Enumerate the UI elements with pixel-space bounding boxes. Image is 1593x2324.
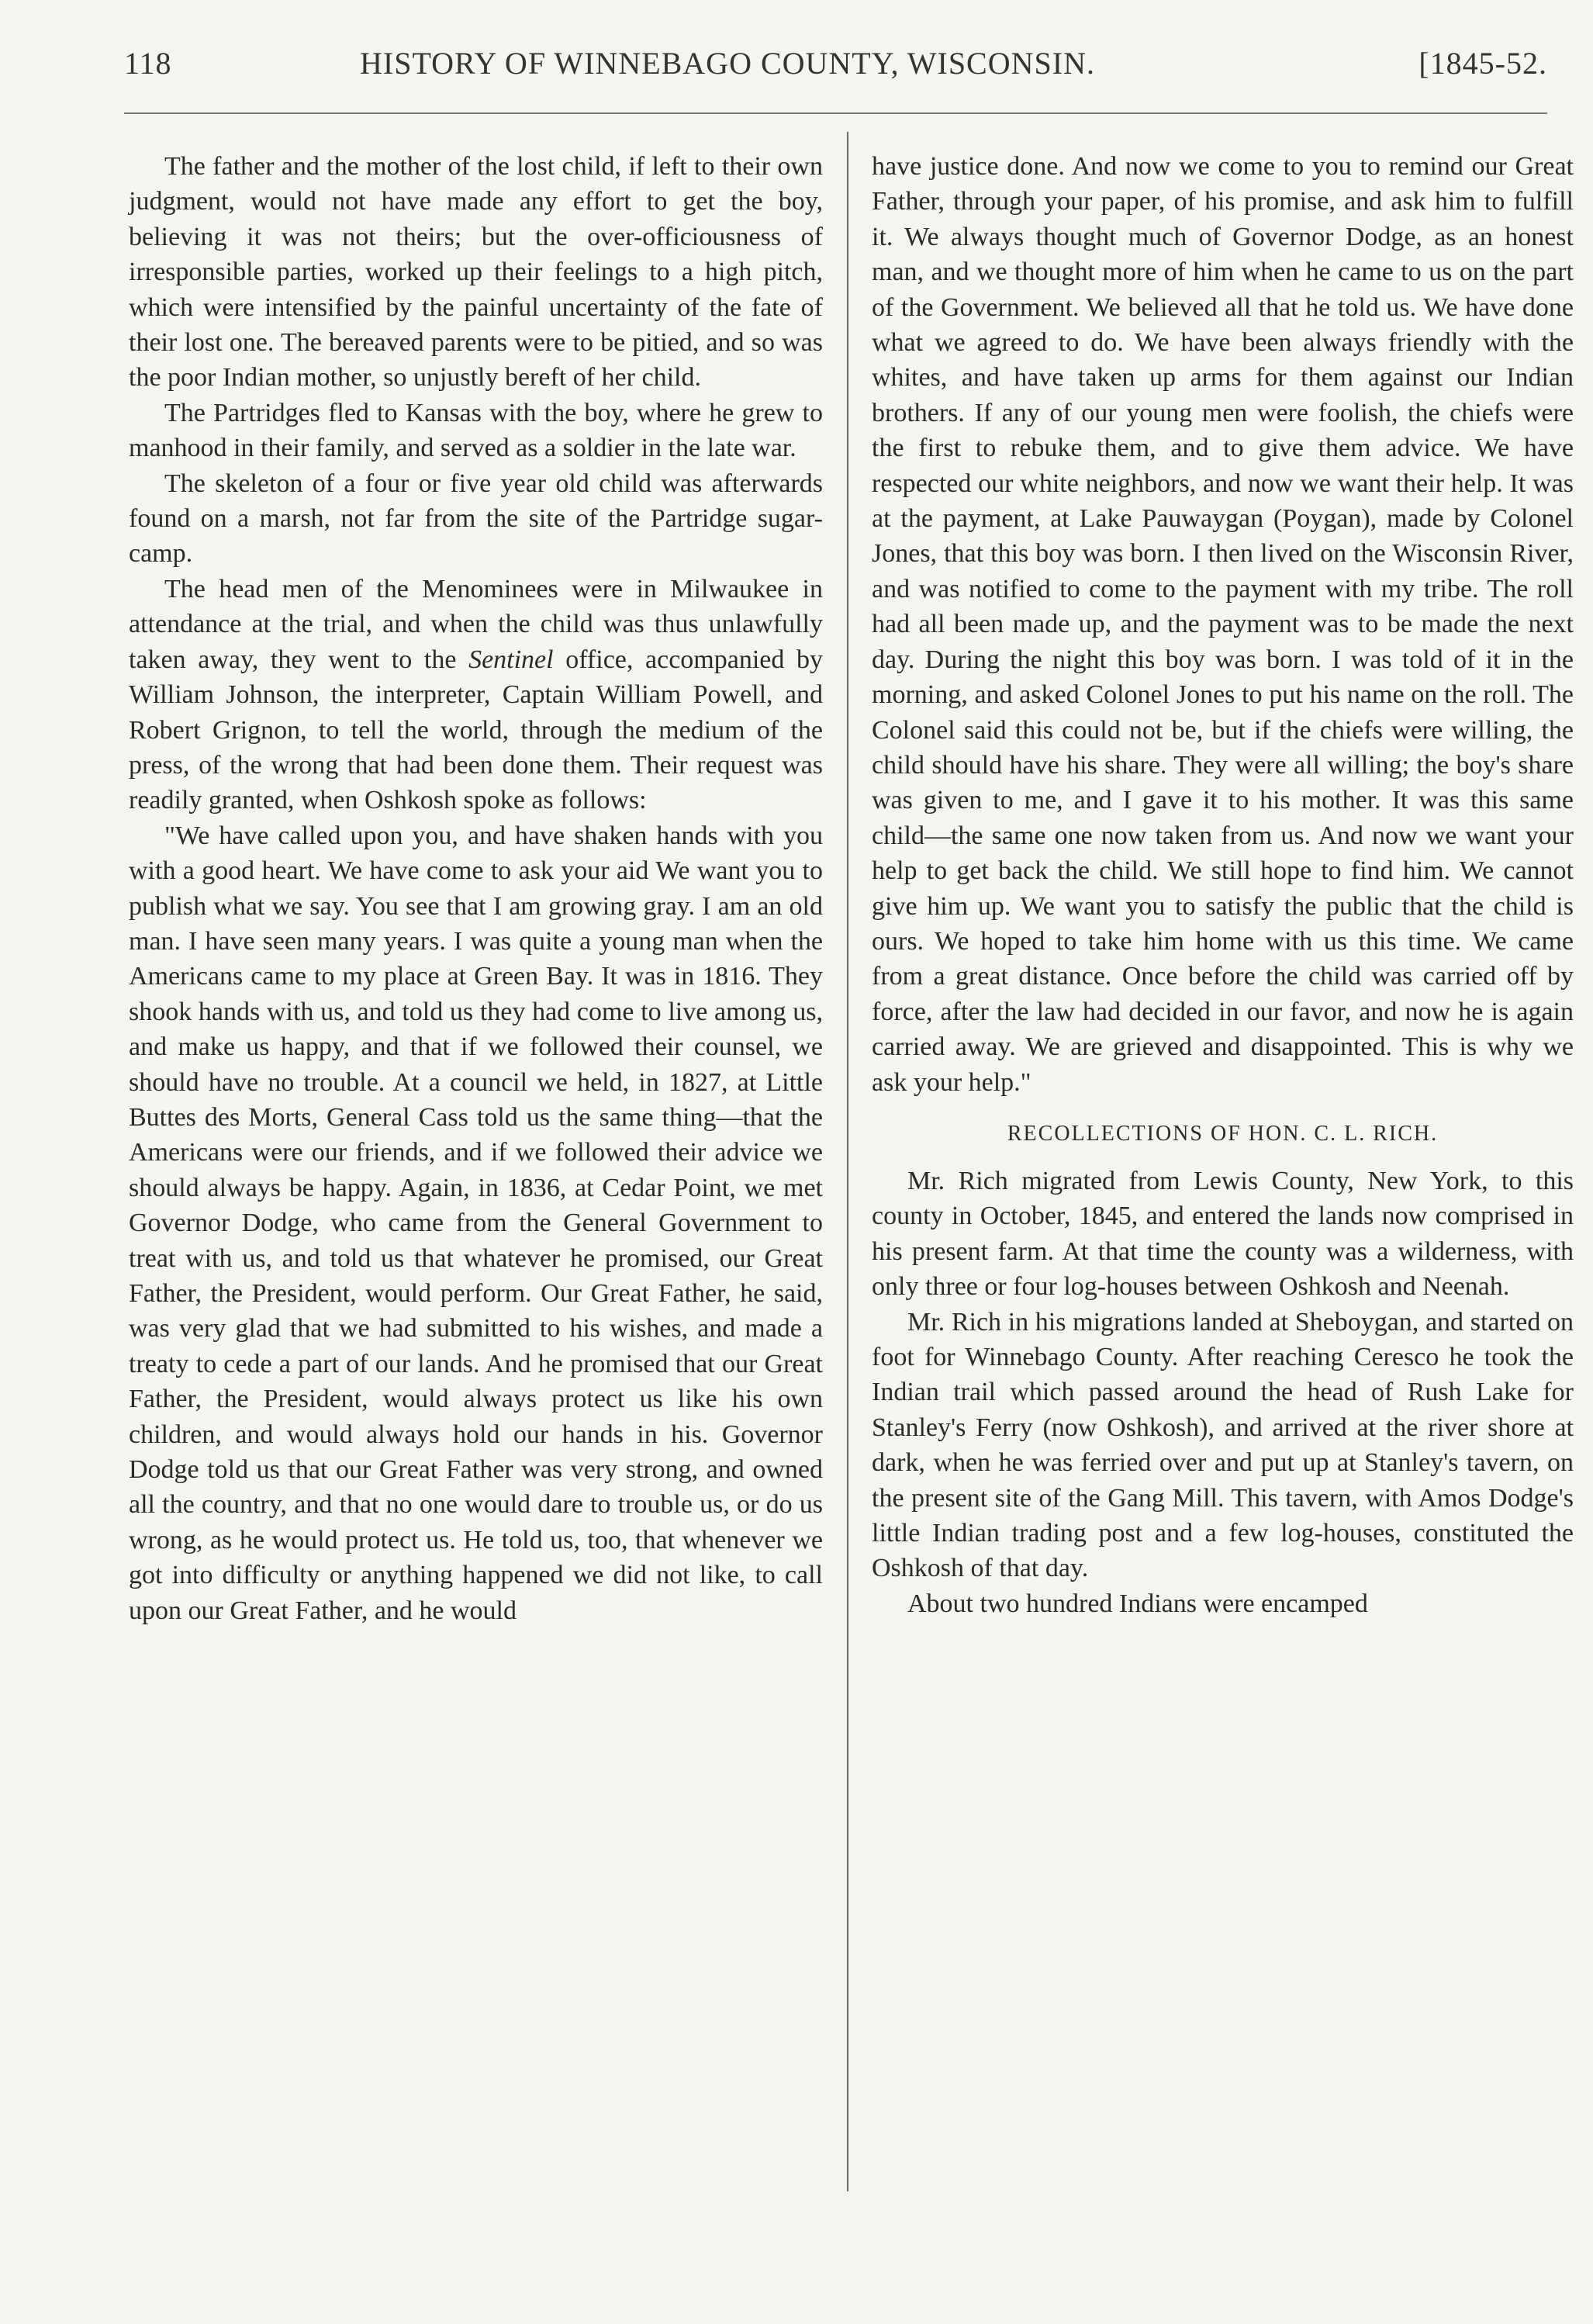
paragraph: Mr. Rich in his migrations landed at Sheboygan, and started on foot for Winnebago County. After reaching Ceresco he took the Indian trail which passed around the head of Rush Lake for Stanley's Ferry (now Oshkosh), and arrived at the river shore at dark, when he was ferried over and put up at Stanley's tavern, on the present site of the Gang Mill. This tavern, with Amos Dodge's little Indian trading post and a few log-houses, constituted the Oshkosh of that day. <box>872 1307 1574 1583</box>
quotation-paragraph: "We have called upon you, and have shaken hands with you with a good heart. We have come to ask your aid We want you to publish what we say. You see that I am growing gray. I am an old man. I have seen many years. I was quite a young man when the Americans came to my place at Green Bay. It was in 1816. They shook hands with us, and told us they had come to live among us, and make us happy, and that if we followed their counsel, we should have no trouble. At a council we held, in 1827, at Little Buttes des Morts, General Cass told us the same thing—that the Americans were our friends, and if we followed their advice we should always be happy. Again, in 1836, at Cedar Point, we met Governor Dodge, who came from the General Government to treat with us, and told us that whatever he promised, our Great Father, the President, would perform. Our Great Father, he said, was very glad that we had submitted to his wishes, and made a treaty to cede a part of our lands. And he promised that our Great Father, the President, would always protect us like his own children, and would always hold our hands in his. Governor Dodge told us that our Great Father was very strong, and owned all the country, and that no one would dare to trouble us, or do us wrong, as he would protect us. He told us, too, that whenever we got into difficulty or anything happened we did not like, to call upon our Great Father, and he would <box>129 821 823 1625</box>
paragraph-text: office, accompanied by William Johnson, the interpreter, Captain William Powell, and Robert Grignon, to tell the world, through the medium of the press, of the wrong that had been done them. Their request was readily granted, when Oshkosh spoke as follows: <box>129 645 823 815</box>
paragraph-text: The head men of the Menominees were in Milwaukee in attendance at the trial, and when the child was thus unlawfully taken away, they went to the <box>129 574 823 674</box>
section-heading: RECOLLECTIONS OF HON. C. L. RICH. <box>1007 1121 1439 1146</box>
running-header <box>124 45 1547 92</box>
paragraph <box>129 572 823 818</box>
paragraph: About two hundred Indians were encamped <box>907 1589 1368 1618</box>
date-range: [1845-52. <box>1418 46 1547 81</box>
page-number: 118 <box>124 46 172 81</box>
running-title: HISTORY OF WINNEBAGO COUNTY, WISCONSIN. <box>360 46 1095 81</box>
newspaper-name: Sentinel <box>468 645 554 674</box>
paragraph: Mr. Rich migrated from Lewis County, New York, to this county in October, 1845, and entered the lands now comprised in his present farm. At that time the county was a wilderness, with only three or four log-houses between Oshkosh and Neenah. <box>872 1166 1574 1302</box>
paragraph: The father and the mother of the lost child, if left to their own judgment, would not have made any effort to get the boy, believing it was not theirs; but the over-officiousness of irresponsible parties, worked up their feelings to a high pitch, which were intensified by the painful uncertainty of the fate of their lost one. The bereaved parents were to be pitied, and so was the poor Indian mother, so unjustly bereft of her child. <box>129 152 823 393</box>
paragraph: The Partridges fled to Kansas with the boy, where he grew to manhood in their family, and served as a soldier in the late war. <box>129 398 823 463</box>
right-column <box>872 149 1574 1621</box>
column-divider <box>847 132 848 2191</box>
quotation-continuation: have justice done. And now we come to you to remind our Great Father, through your paper, of his promise, and ask him to fulfill it. We always thought much of Governor Dodge, as an honest man, and we thought more of him when he came to us on the part of the Government. We believed all that he told us. We have done what we agreed to do. We have been always friendly with the whites, and have taken up arms for them against our Indian brothers. If any of our young men were foolish, the chiefs were the first to rebuke them, and to give them advice. We have respected our white neighbors, and now we want their help. It was at the payment, at Lake Pauwaygan (Poygan), made by Colonel Jones, that this boy was born. I then lived on the Wisconsin River, and was notified to come to the payment with my tribe. The roll had all been made up, and the payment was to be made the next day. During the night this boy was born. I was told of it in the morning, and asked Colonel Jones to put his name on the roll. The Colonel said this could not be, but if the chiefs were willing, the child should have his share. They were all willing; the boy's share was given to me, and I gave it to his mother. It was this same child—the same one now taken from us. And now we want your help to get back the child. We still hope to find him. We cannot give him up. We want you to satisfy the public that the child is ours. We hoped to take him home with us this time. We came from a great distance. Once before the child was carried off by force, after the law had decided in our favor, and now he is again carried away. We are grieved and disappointed. This is why we ask your help." <box>872 152 1574 1097</box>
paragraph: The skeleton of a four or five year old child was afterwards found on a marsh, not far from the site of the Partridge sugar-camp. <box>129 469 823 569</box>
left-column <box>129 149 823 1628</box>
header-rule <box>124 112 1547 114</box>
